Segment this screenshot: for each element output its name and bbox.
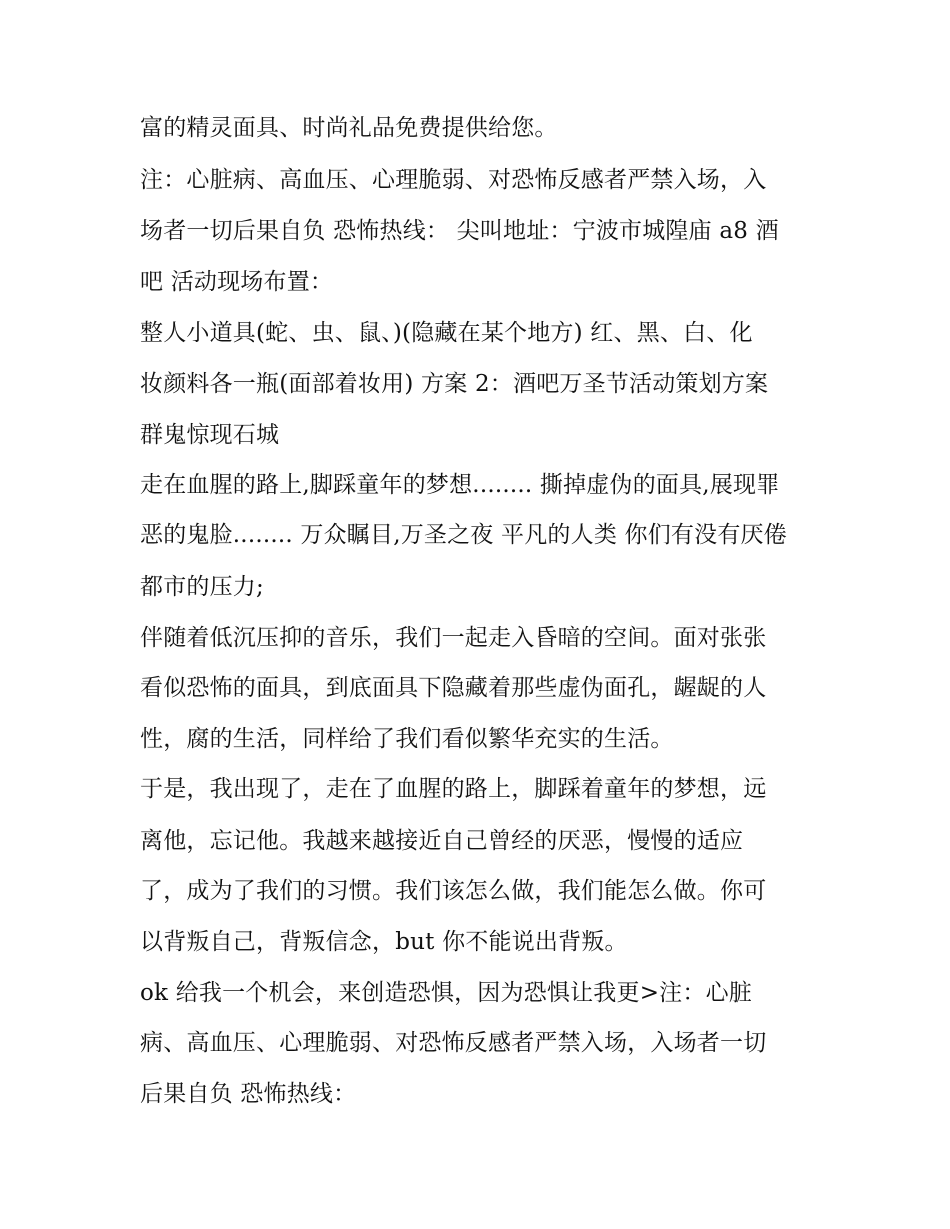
text-line: 妆颜料各一瓶(面部着妆用) 方案 2：酒吧万圣节活动策划方案 [140, 371, 769, 397]
text-line: 以背叛自己，背叛信念，but 你不能说出背叛。 [140, 929, 628, 955]
text-line: 后果自负 恐怖热线： [140, 1081, 357, 1107]
text-line: 整人小道具(蛇、虫、鼠、)(隐藏在某个地方) 红、黑、白、化 [140, 320, 753, 346]
text-line: 吧 活动现场布置： [140, 269, 334, 295]
text-line: 病、高血压、心理脆弱、对恐怖反感者严禁入场，入场者一切 [140, 1030, 767, 1056]
text-line: 看似恐怖的面具，到底面具下隐藏着那些虚伪面孔，龌龊的人 [140, 675, 767, 701]
text-line: 于是，我出现了，走在了血腥的路上，脚踩着童年的梦想，远 [140, 776, 767, 802]
text-line: 走在血腥的路上,脚踩童年的梦想........ 撕掉虚伪的面具,展现罪 [140, 472, 780, 498]
text-line: 了，成为了我们的习惯。我们该怎么做，我们能怎么做。你可 [140, 878, 767, 904]
text-line: ok 给我一个机会，来创造恐惧，因为恐惧让我更>注：心脏 [140, 980, 752, 1006]
text-line: 性，腐的生活，同样给了我们看似繁华充实的生活。 [140, 726, 674, 752]
text-line: 伴随着低沉压抑的音乐，我们一起走入昏暗的空间。面对张张 [140, 625, 767, 651]
text-line: 恶的鬼脸........ 万众瞩目,万圣之夜 平凡的人类 你们有没有厌倦 [140, 522, 787, 548]
text-line: 注：心脏病、高血压、心理脆弱、对恐怖反感者严禁入场，入 [140, 167, 767, 193]
text-line: 场者一切后果自负 恐怖热线： 尖叫地址：宁波市城隍庙 a8 酒 [140, 218, 779, 244]
text-line: 群鬼惊现石城 [140, 422, 280, 448]
text-line: 离他，忘记他。我越来越接近自己曾经的厌恶，慢慢的适应 [140, 828, 744, 854]
text-line: 都市的压力; [140, 574, 264, 600]
text-line: 富的精灵面具、时尚礼品免费提供给您。 [140, 115, 558, 141]
